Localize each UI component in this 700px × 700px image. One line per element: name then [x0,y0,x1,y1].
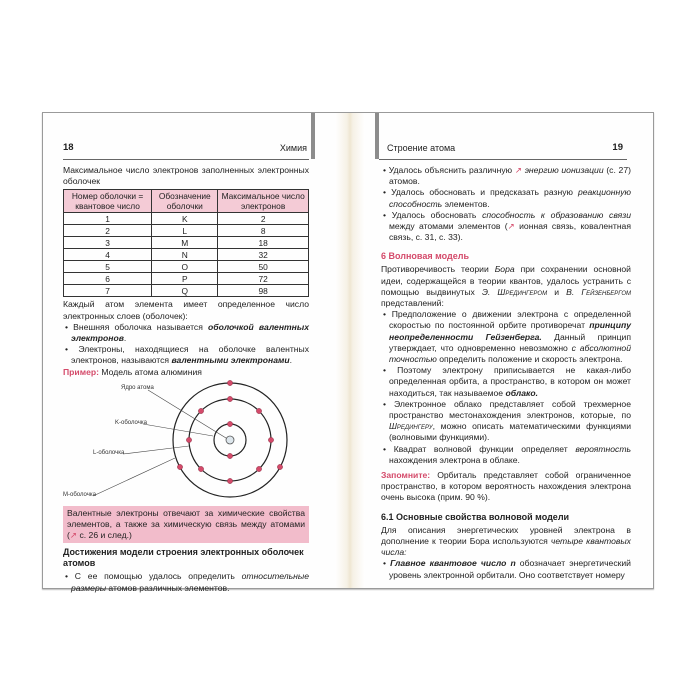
table-cell: 50 [218,261,309,273]
left-page-header [63,113,309,160]
bullet-uncertainty: • Предположение о движении электрона с определенной скоростью по постоянной орбите противоречат принципу неопределенности Гейзенберга. Данный принцип утверждает, что одновременно невозможно с абсолютной точностью определить положение и скорость электрона. [381,309,631,365]
table-cell: 2 [64,225,152,237]
cross-ref-arrow-icon: ↗ [514,165,523,175]
page-number: 19 [612,142,623,153]
table-row [64,285,309,297]
remember-label: Запомните: [381,470,431,481]
bullet-cloud: • Поэтому электрону приписывается не какая-либо определенная орбита, а пространство, в котором он может находиться, так называемое облако. [381,365,631,399]
valence-note-box: Валентные электроны отвечают за химические свойства элементов, а также за химическую связь между атомами (↗ с. 26 и след.) [63,506,309,544]
electron-shell-table [63,189,309,297]
label-k-shell: K-оболочка [115,419,147,426]
table-row [64,225,309,237]
bullet-wave-function: • Квадрат волновой функции определяет вероятность нахождения электрона в облаке. [381,444,631,466]
table-cell: 1 [64,213,152,225]
table-cell: 98 [218,285,309,297]
atom-model-figure [63,378,309,506]
table-cell: 32 [218,249,309,261]
open-book [42,112,654,593]
table-cell: Q [152,285,218,297]
running-title: Строение атома [387,143,456,153]
bullet-ionization: • Удалось объяснить различную ↗ энергию ионизации (с. 27) атомов. [381,165,631,187]
example-line: Пример: Модель атома алюминия [63,366,202,377]
header-bar [375,113,379,159]
left-page-body [63,165,309,594]
bullet-valence-electrons: • Электроны, находящиеся на оболочке валентных электронов, называются валентными электронами. [63,344,309,366]
table-row [64,261,309,273]
table-cell: M [152,237,218,249]
bullet-electron-cloud: • Электронное облако представляет собой трехмерное пространство местонахождения электронов, которые, по Шредингеру, можно описать математическими функциями (волновыми функциями). [381,399,631,444]
table-cell: N [152,249,218,261]
right-page-body [381,165,631,581]
shells-paragraph: Каждый атом элемента имеет определенное число электронных слоев (оболочек): [63,299,309,321]
section-6-heading: 6 Волновая модель [381,251,469,262]
page-number: 18 [63,142,74,153]
right-page [365,113,653,588]
header-bar [311,113,315,159]
label-nucleus: Ядро атома [121,384,154,391]
quantum-numbers-intro: Для описания энергетических уровней электрона в дополнение к теории Бора используются четыре квантовых числа: [381,524,631,558]
section-heading: Достижения модели строения электронных оболочек атомов [63,547,304,569]
table-cell: 4 [64,249,152,261]
table-row [64,213,309,225]
bullet-outer-shell: • Внешняя оболочка называется оболочкой валентных электронов. [63,322,309,344]
table-cell: O [152,261,218,273]
example-label: Пример: [63,366,99,377]
section-6-1-heading: 6.1 Основные свойства волновой модели [381,511,570,522]
table-cell: 3 [64,237,152,249]
table-header: Максимальное число электронов [218,190,309,213]
bullet-relative-sizes: • С ее помощью удалось определить относительные размеры атомов различных элементов. [63,571,309,593]
term-valence-electrons: валентными электронами [171,355,290,366]
table-cell: 72 [218,273,309,285]
term-valence-shell: оболочкой валентных электронов [71,321,309,344]
cross-ref-arrow-icon: ↗ [507,221,515,232]
table-cell: 5 [64,261,152,273]
left-page [43,113,343,593]
aluminium-atom-diagram [63,378,309,506]
label-m-shell: M-оболочка [63,491,96,498]
table-cell: L [152,225,218,237]
running-title: Химия [279,143,307,153]
table-row [64,273,309,285]
table-cell: P [152,273,218,285]
table-cell: 6 [64,273,152,285]
bullet-principal-quantum-number: • Главное квантовое число n обозначает энергетический уровень электронной орбитали. Оно соответствует номеру [381,558,631,580]
table-cell: 18 [218,237,309,249]
right-page-header [379,113,627,160]
bullet-bonding: • Удалось обосновать способность к образованию связи между атомами элементов (↗ ионная связь, ковалентная связь, с. 31, с. 33). [381,210,631,244]
wave-model-intro: Противоречивость теории Бора при сохранении основной идеи, содержащейся в теории квантов, удалось устранить с помощью выдвинутых Э. Шредингером и В. Гейзенбергом представлений: [381,264,632,309]
table-row [64,237,309,249]
cross-ref-arrow-icon: ↗ [69,530,78,541]
table-header: Обозначение оболочки [152,190,218,213]
table-row [64,249,309,261]
table-cell: 7 [64,285,152,297]
remember-note: Запомните: Орбиталь представляет собой ограниченное пространство, в котором вероятность нахождения электрона очень высока (прим. 90 %). [381,470,631,503]
bullet-reactivity: • Удалось обосновать и предсказать разную реакционную способность элементов. [381,187,631,209]
table-caption: Максимальное число электронов заполненных электронных оболочек [63,165,309,187]
table-cell: K [152,213,218,225]
table-cell: 2 [218,213,309,225]
table-header: Номер оболочки = квантовое число [64,190,152,213]
nucleus [226,436,234,444]
table-cell: 8 [218,225,309,237]
label-l-shell: L-оболочка [93,449,125,456]
